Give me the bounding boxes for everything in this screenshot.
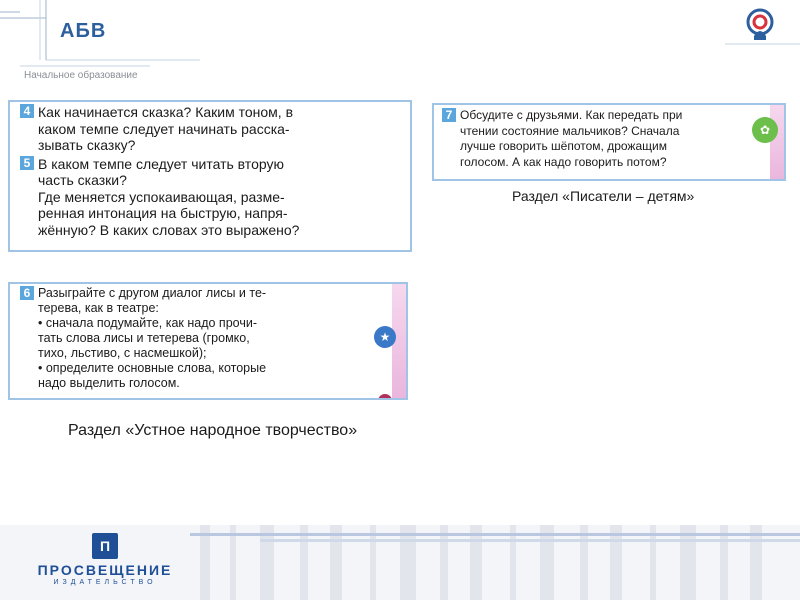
task-line: лучше говорить шёпотом, дрожащим bbox=[460, 139, 667, 153]
decorative-circle-icon bbox=[378, 394, 392, 400]
section-caption-writers: Раздел «Писатели – детям» bbox=[512, 188, 695, 204]
brand-emblem-icon bbox=[744, 6, 776, 44]
abv-logo-text: АБВ bbox=[60, 20, 107, 42]
task-line: В каком темпе следует читать вторую bbox=[38, 155, 284, 172]
task-line: ренная интонация на быструю, напря- bbox=[38, 205, 288, 221]
task-line: голосом. А как надо говорить потом? bbox=[460, 154, 667, 169]
task-line: Как начинается сказка? Каким тоном, в bbox=[38, 104, 294, 120]
task-line: жённую? В каких словах это выражено? bbox=[38, 221, 300, 238]
publisher-subtitle: ИЗДАТЕЛЬСТВО bbox=[53, 579, 157, 586]
task-line: терева, как в театре: bbox=[38, 301, 159, 315]
publisher-logo bbox=[30, 533, 180, 595]
decorative-strip bbox=[770, 105, 784, 179]
task-line: • определите основные слова, которые bbox=[38, 361, 267, 375]
task-line: тать слова лисы и тетерева (громко, bbox=[38, 331, 250, 345]
task-number-badge: 6 bbox=[20, 286, 34, 300]
header-decoration bbox=[0, 0, 800, 80]
task-box-4-5 bbox=[8, 100, 412, 252]
stars-icon: ★ bbox=[374, 326, 396, 348]
task-7 bbox=[442, 108, 746, 170]
flower-icon: ✿ bbox=[752, 117, 778, 143]
task-line: надо выделить голосом. bbox=[38, 376, 180, 390]
task-box-6 bbox=[8, 282, 408, 400]
task-line: чтении состояние мальчиков? Сначала bbox=[460, 123, 680, 138]
task-box-7 bbox=[432, 103, 786, 181]
publisher-name: ПРОСВЕЩЕНИЕ bbox=[37, 562, 173, 578]
page-subtitle: Начальное образование bbox=[24, 70, 138, 81]
task-line: • сначала подумайте, как надо прочи- bbox=[38, 316, 257, 330]
task-5 bbox=[20, 156, 394, 239]
task-line: часть сказки? bbox=[38, 172, 127, 188]
task-line: зывать сказку? bbox=[38, 137, 136, 153]
task-line: Обсудите с друзьями. Как передать при bbox=[460, 108, 683, 122]
abv-logo bbox=[60, 20, 106, 43]
task-number-badge: 5 bbox=[20, 156, 34, 170]
task-line: Разыграйте с другом диалог лисы и те- bbox=[38, 286, 267, 300]
publisher-emblem-icon: П bbox=[92, 533, 118, 559]
task-line: тихо, льстиво, с насмешкой); bbox=[38, 346, 207, 360]
task-number-badge: 4 bbox=[20, 104, 34, 118]
task-line: каком темпе следует начинать расска- bbox=[38, 120, 290, 137]
task-4 bbox=[20, 104, 394, 154]
section-caption-oral: Раздел «Устное народное творчество» bbox=[68, 422, 358, 439]
task-line: Где меняется успокаивающая, разме- bbox=[38, 188, 285, 205]
task-number-badge: 7 bbox=[442, 108, 456, 122]
task-6 bbox=[20, 286, 366, 391]
